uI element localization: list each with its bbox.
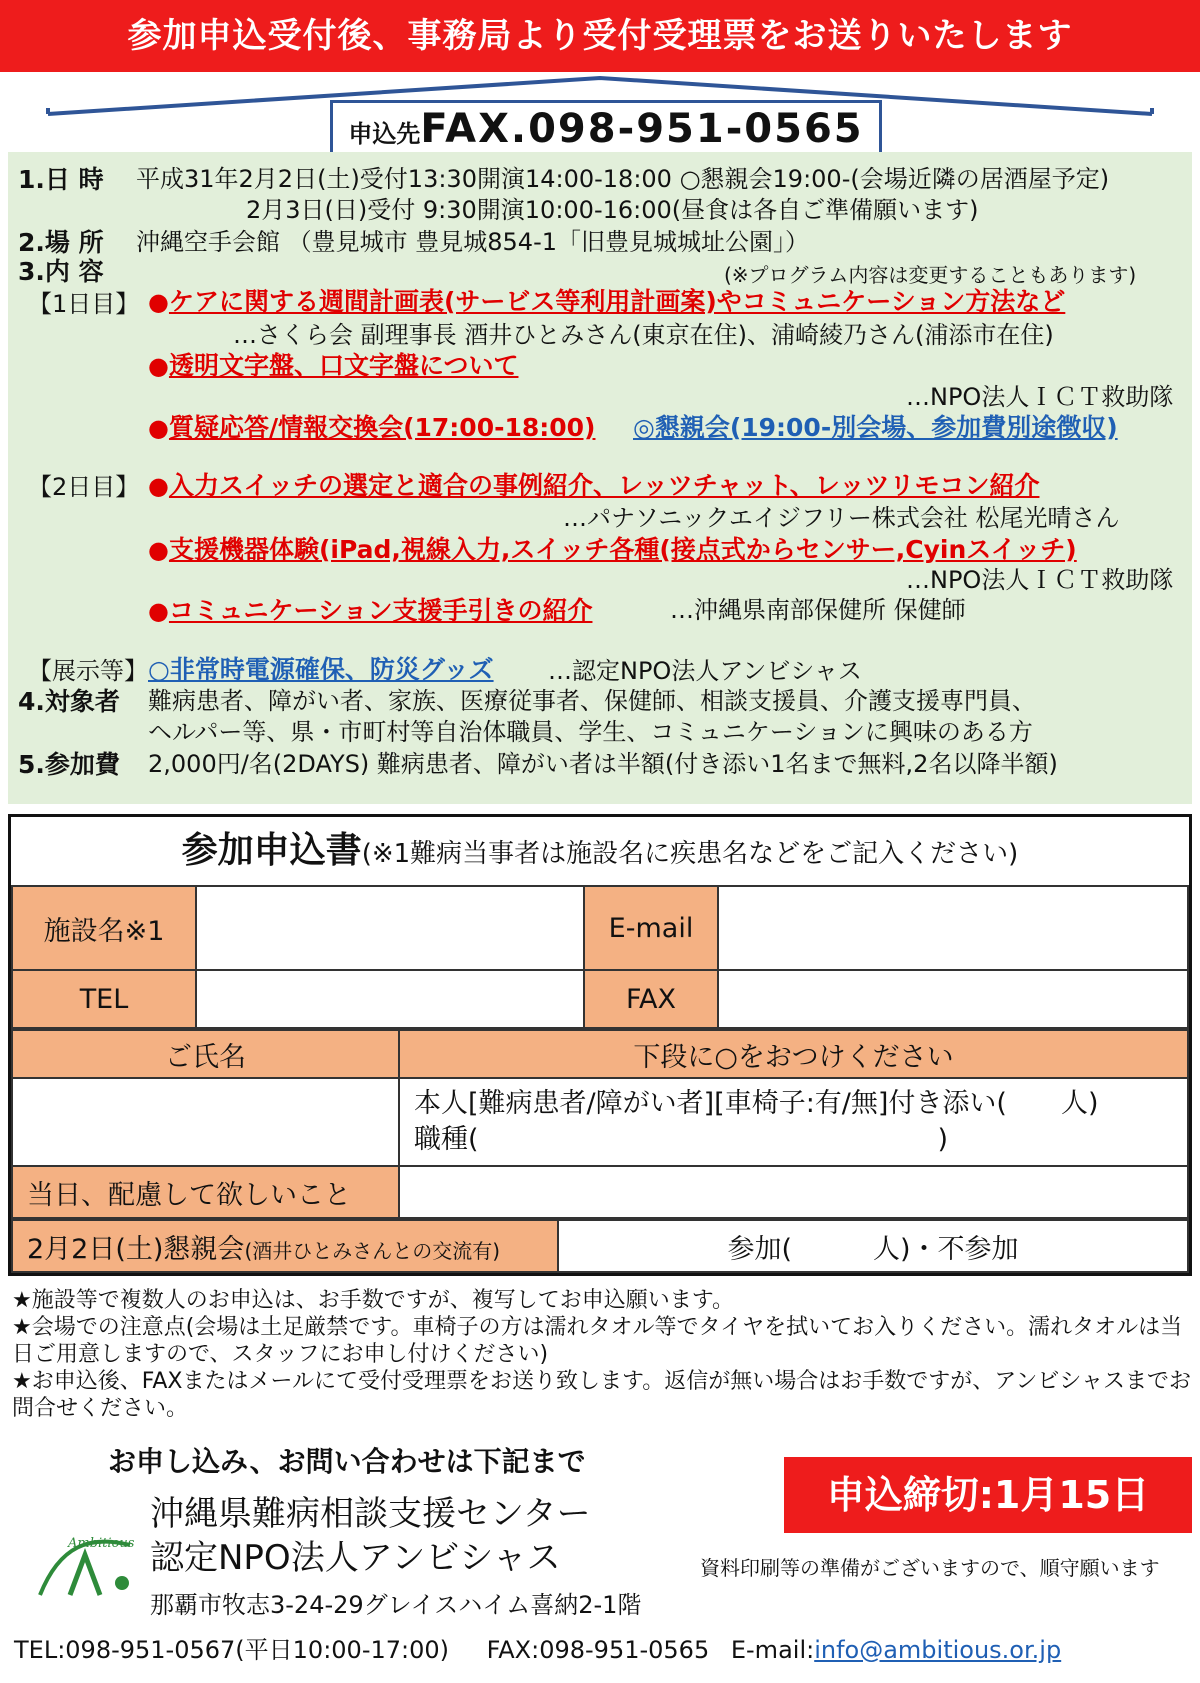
- event-info: [8, 152, 1192, 804]
- circle-instruction: 下段に○をおつけください: [399, 1030, 1188, 1078]
- tel-label: TEL: [12, 970, 196, 1028]
- social-gathering: ◎懇親会(19:00-別会場、参加費別途徴収): [633, 413, 1118, 442]
- footer-email-link[interactable]: info@ambitious.or.jp: [814, 1636, 1062, 1664]
- bullet-icon: ●: [148, 597, 169, 625]
- day2-schedule: 2月3日(日)受付 9:30開演10:00-16:00(昼食は各自ご準備願います): [246, 196, 979, 224]
- ambitious-logo: [30, 1525, 140, 1605]
- fax-header: [330, 100, 882, 155]
- logo-text: Ambitious: [68, 1536, 135, 1551]
- bullet-icon: ●: [148, 288, 169, 316]
- footer-contact: [14, 1630, 1061, 1665]
- form-title-note: (※1難病当事者は施設名に疾患名などをご記入ください): [361, 839, 1019, 869]
- email-label: E-mail: [584, 886, 718, 970]
- target-label: 4.対象者: [18, 687, 120, 716]
- note-item: ★お申込後、FAXまたはメールにて受付受理票をお送り致します。返信が無い場合はお手数ですが、アンビシャスまでお問合せください。: [12, 1369, 1191, 1421]
- bullet-icon: ●: [148, 536, 169, 564]
- content-note: (※プログラム内容は変更することもあります): [724, 263, 1137, 287]
- address: 那覇市牧志3-24-29グレイスハイム喜納2-1階: [150, 1591, 642, 1619]
- org-name-1: 沖縄県難病相談支援センター: [150, 1494, 591, 1534]
- day2-item3: コミュニケーション支援手引きの紹介: [168, 596, 593, 625]
- person-type-option[interactable]: 本人[難病患者/障がい者][車椅子:有/無]付き添い( 人): [414, 1088, 1099, 1119]
- party-label-cell: [12, 1220, 558, 1272]
- day1-item1: ケアに関する週間計画表(サービス等利用計画案)やコミュニケーション方法など: [168, 287, 1066, 316]
- day2-item1: 入力スイッチの選定と適合の事例紹介、レッツチャット、レッツリモコン紹介: [168, 471, 1040, 500]
- fee-value: 2,000円/名(2DAYS) 難病患者、障がい者は半額(付き添い1名まで無料,2名以降半額): [148, 750, 1058, 778]
- email-field[interactable]: [718, 886, 1188, 970]
- footer-email-label: E-mail:: [730, 1636, 815, 1664]
- target-line2: ヘルパー等、県・市町村等自治体職員、学生、コミュニケーションに興味のある方: [148, 718, 1033, 746]
- note-item: ★会場での注意点(会場は土足厳禁です。車椅子の方は濡れタオル等でタイヤを拭いてお入りください。濡れタオルは当日ご用意しますので、スタッフにお申し付けください): [12, 1315, 1183, 1367]
- facility-field[interactable]: [196, 886, 584, 970]
- note-item: ★施設等で複数人のお申込は、お手数ですが、複写してお申込願います。: [12, 1288, 734, 1313]
- party-attendance-option[interactable]: 参加( 人)・不参加: [558, 1220, 1188, 1272]
- job-type-field[interactable]: 職種( ): [414, 1124, 949, 1155]
- deadline-badge: 申込締切:1月15日: [784, 1457, 1192, 1533]
- org-name-2: 認定NPO法人アンビシャス: [150, 1538, 561, 1578]
- form-table-3: [11, 1219, 1189, 1273]
- form-title-row: [11, 817, 1189, 885]
- tel-field[interactable]: [196, 970, 584, 1028]
- fee-label: 5.参加費: [18, 750, 120, 779]
- party-note: (酒井ひとみさんとの交流有): [244, 1238, 501, 1263]
- deadline-note: 資料印刷等の準備がございますので、順守願います: [700, 1556, 1160, 1580]
- footer-tel: TEL:098-951-0567(平日10:00-17:00): [14, 1636, 450, 1664]
- fax-field[interactable]: [718, 970, 1188, 1028]
- exhibit-by: …認定NPO法人アンビシャス: [548, 657, 862, 685]
- day2-item1-speaker: …パナソニックエイジフリー株式会社 松尾光晴さん: [563, 504, 1120, 532]
- exhibit-item: ○非常時電源確保、防災グッズ: [148, 655, 494, 684]
- day1-label: 【1日目】: [28, 290, 140, 318]
- notes: [12, 1287, 1192, 1422]
- day1-item2-speaker: …NPO法人ＩＣＴ救助隊: [906, 383, 1174, 411]
- day1-schedule: 平成31年2月2日(土)受付13:30開演14:00-18:00 ○懇親会19:00-(会場近隣の居酒屋予定): [136, 165, 1110, 193]
- day1-item2: 透明文字盤、口文字盤について: [168, 351, 519, 380]
- bullet-icon: ●: [148, 414, 169, 442]
- name-label: ご氏名: [12, 1030, 399, 1078]
- facility-label: 施設名※1: [12, 886, 196, 970]
- consideration-label: 当日、配慮して欲しいこと: [12, 1166, 399, 1218]
- application-form: [8, 814, 1192, 1276]
- fax-prefix: 申込先: [348, 120, 421, 148]
- name-field[interactable]: [12, 1078, 399, 1166]
- form-title: 参加申込書: [181, 830, 362, 871]
- day2-item3-speaker: …沖縄県南部保健所 保健師: [670, 596, 966, 624]
- venue-value: 沖縄空手会館 （豊見城市 豊見城854-1「旧豊見城城址公園」）: [136, 228, 809, 256]
- form-table-2: [11, 1029, 1189, 1219]
- date-label: 1.日 時: [18, 165, 104, 194]
- footer-fax: FAX:098-951-0565: [486, 1636, 710, 1664]
- exhibit-label: 【展示等】: [28, 657, 148, 685]
- form-table: [11, 885, 1189, 1029]
- bullet-icon: ●: [148, 472, 169, 500]
- fax-number: FAX.098-951-0565: [420, 106, 864, 152]
- content-label: 3.内 容: [18, 257, 104, 286]
- target-line1: 難病患者、障がい者、家族、医療従事者、保健師、相談支援員、介護支援専門員、: [148, 687, 1036, 715]
- day2-item2-speaker: …NPO法人ＩＣＴ救助隊: [906, 566, 1174, 594]
- top-banner: 参加申込受付後、事務局より受付受理票をお送りいたします: [0, 0, 1200, 72]
- day2-label: 【2日目】: [28, 473, 140, 501]
- day1-item1-speaker: …さくら会 副理事長 酒井ひとみさん(東京在住)、浦崎綾乃さん(浦添市在住): [233, 321, 1054, 349]
- party-label: 2月2日(土)懇親会: [27, 1233, 245, 1265]
- day1-item3: 質疑応答/情報交換会(17:00-18:00): [168, 413, 596, 442]
- venue-label: 2.場 所: [18, 228, 104, 257]
- bullet-icon: ●: [148, 352, 169, 380]
- day2-item2: 支援機器体験(iPad,視線入力,スイッチ各種(接点式からセンサー,Cyinスイッチ): [168, 535, 1077, 564]
- consideration-field[interactable]: [399, 1166, 1188, 1218]
- contact-heading: お申し込み、お問い合わせは下記まで: [108, 1445, 586, 1478]
- fax-label: FAX: [584, 970, 718, 1028]
